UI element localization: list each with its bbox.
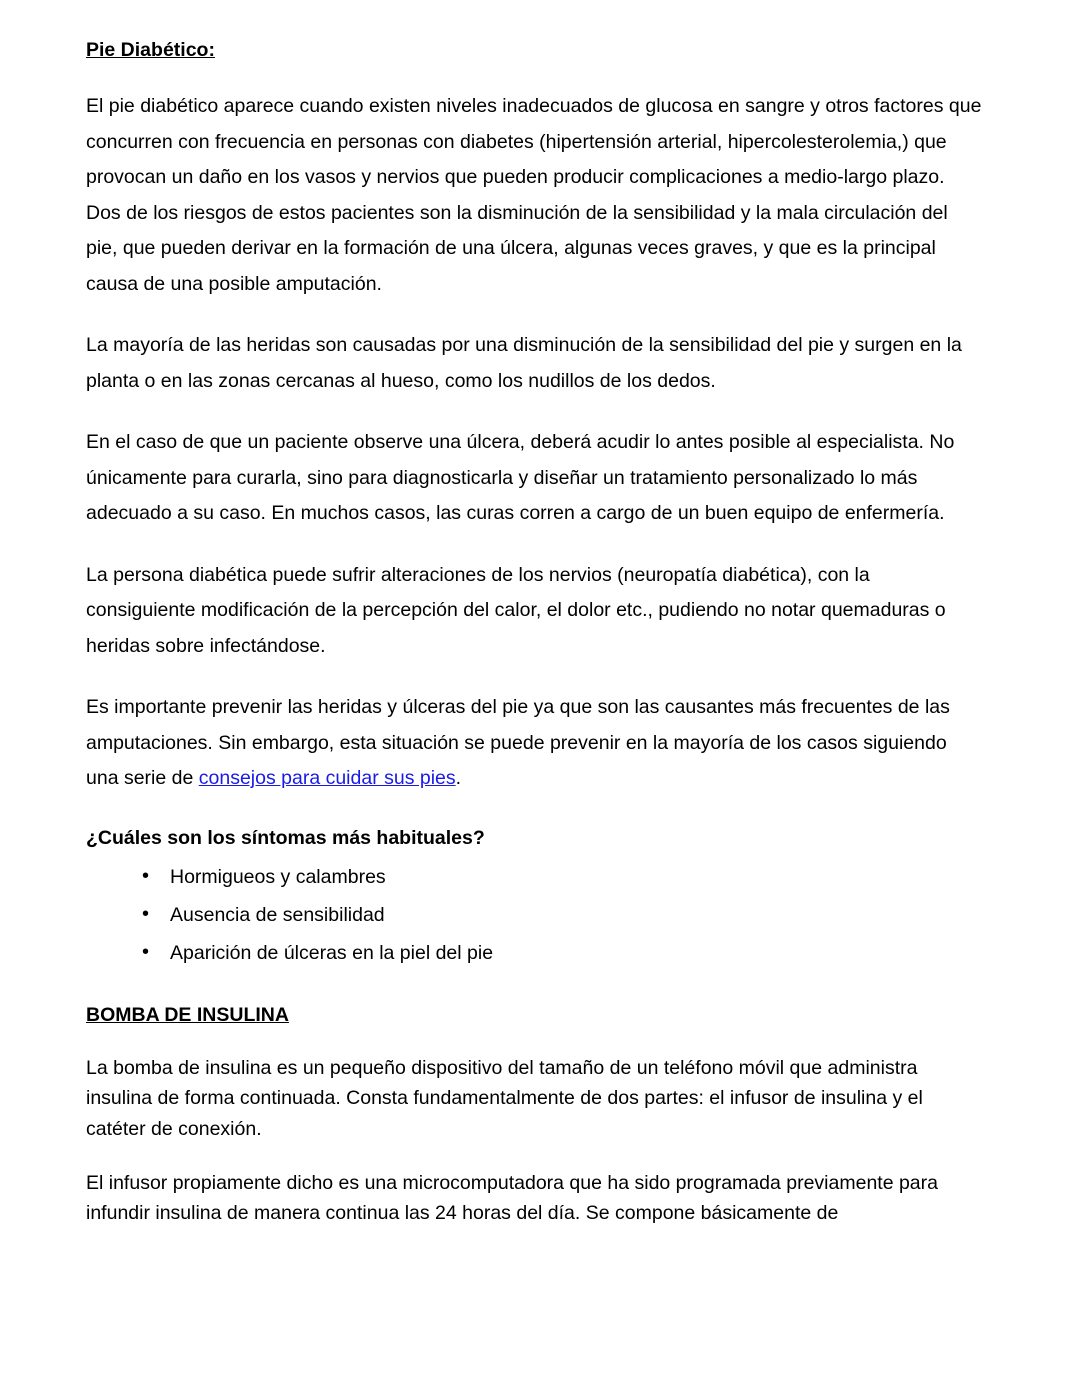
paragraph-specialist: En el caso de que un paciente observe una úlcera, deberá acudir lo antes posible al especialista. No únicamente para curarla, sino para diagnosticarla y diseñar un tratamiento personalizado lo más adecuado a su caso. En muchos casos, las curas corren a cargo de un buen equipo de enfermería.	[86, 431, 955, 525]
page-title: Pie Diabético:	[86, 39, 215, 61]
insulin-pump-heading: BOMBA DE INSULINA	[86, 1003, 289, 1026]
paragraph-pump-description: La bomba de insulina es un pequeño dispositivo del tamaño de un teléfono móvil que administra insulina de forma continuada. Consta fundamentalmente de dos partes: el infusor de insulina y el catéter de conexión.	[86, 1057, 923, 1140]
list-item: • Ausencia de sensibilidad	[142, 896, 984, 934]
list-item: • Aparición de úlceras en la piel del pie	[142, 934, 984, 972]
prevention-text-after: .	[455, 767, 462, 790]
symptoms-list	[86, 858, 984, 972]
paragraph-neuropathy: La persona diabética puede sufrir alteraciones de los nervios (neuropatía diabética), con la consiguiente modificación de la percepción del calor, el dolor etc., pudiendo no notar quemaduras o heridas sobre infectándose.	[86, 563, 946, 657]
paragraph-wounds: La mayoría de las heridas son causadas por una disminución de la sensibilidad del pie y surgen en la planta o en las zonas cercanas al hueso, como los nudillos de los dedos.	[86, 334, 962, 392]
paragraph-definition: El pie diabético aparece cuando existen niveles inadecuados de glucosa en sangre y otros factores que concurren con frecuencia en personas con diabetes (hipertensión arterial, hipercolesterolemia,) que provocan un daño en los vasos y nervios que pueden producir complicaciones a medio-largo plazo. Dos de los riesgos de estos pacientes son la disminución de la sensibilidad y la mala circulación del pie, que pueden derivar en la formación de una úlcera, algunas veces graves, y que es la principal causa de una posible amputación.	[86, 95, 982, 295]
symptoms-heading: ¿Cuáles son los síntomas más habituales?	[86, 826, 485, 849]
paragraph-pump-infusor: El infusor propiamente dicho es una microcomputadora que ha sido programada previamente para infundir insulina de manera continua las 24 horas del día. Se compone básicamente de	[86, 1171, 938, 1225]
prevention-text-before: Es importante prevenir las heridas y úlceras del pie ya que son las causantes más frecuentes de las amputaciones. Sin embargo, esta situación se puede prevenir en la mayoría de los casos siguiendo una serie de	[86, 696, 950, 790]
list-item: • Hormigueos y calambres	[142, 858, 984, 896]
paragraph-prevention	[86, 690, 984, 796]
care-tips-link[interactable]: consejos para cuidar sus pies	[198, 767, 456, 790]
